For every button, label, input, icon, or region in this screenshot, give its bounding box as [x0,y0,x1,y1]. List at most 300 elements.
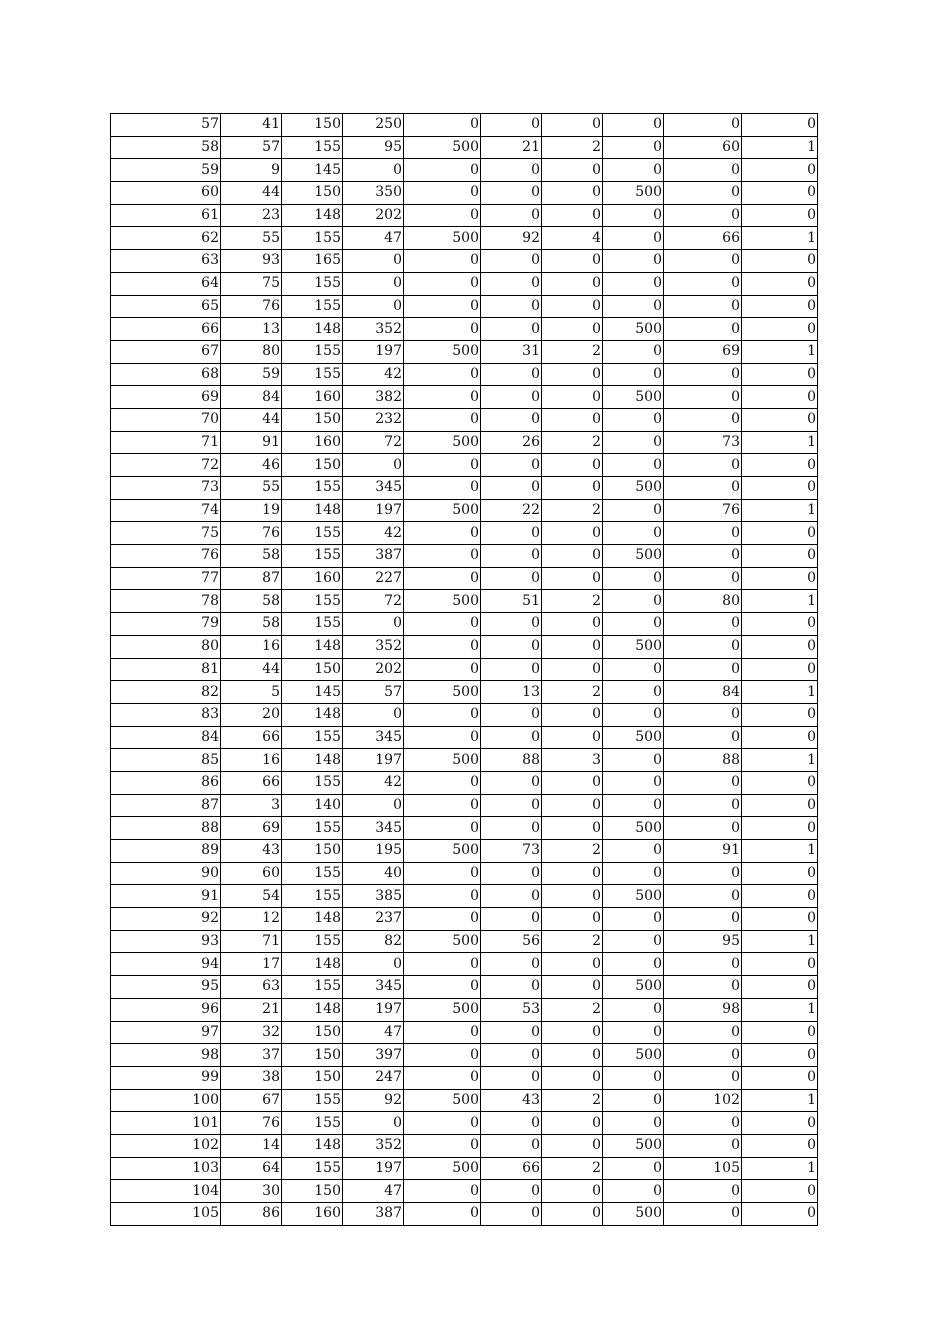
table-cell: 0 [542,976,603,999]
table-cell: 54 [221,885,282,908]
table-cell: 387 [343,1203,404,1226]
table-cell: 0 [481,1021,542,1044]
table-cell: 2 [542,998,603,1021]
table-cell: 2 [542,930,603,953]
table-cell: 197 [343,340,404,363]
table-cell: 155 [282,613,343,636]
table-cell: 500 [603,318,664,341]
table-cell: 59 [221,363,282,386]
table-cell: 0 [404,635,481,658]
table-cell: 0 [542,703,603,726]
table-cell: 0 [481,908,542,931]
table-cell: 0 [664,862,742,885]
table-cell: 140 [282,794,343,817]
table-cell: 500 [404,136,481,159]
table-cell: 0 [404,862,481,885]
table-cell: 77 [111,567,221,590]
table-row [111,250,818,273]
table-cell: 0 [603,408,664,431]
table-cell: 148 [282,499,343,522]
table-cell: 0 [742,794,818,817]
table-cell: 0 [664,885,742,908]
table-row [111,794,818,817]
table-cell: 0 [664,408,742,431]
table-cell: 148 [282,635,343,658]
table-cell: 0 [542,545,603,568]
table-cell: 43 [481,1089,542,1112]
table-cell: 105 [664,1157,742,1180]
table-cell: 345 [343,477,404,500]
table-cell: 155 [282,1112,343,1135]
table-cell: 1 [742,998,818,1021]
table-cell: 1 [742,1157,818,1180]
table-cell: 350 [343,182,404,205]
table-cell: 0 [542,658,603,681]
table-cell: 0 [664,1203,742,1226]
table-cell: 104 [111,1180,221,1203]
table-cell: 86 [221,1203,282,1226]
table-cell: 0 [404,726,481,749]
table-cell: 150 [282,182,343,205]
table-cell: 500 [404,340,481,363]
table-cell: 0 [404,386,481,409]
table-cell: 0 [742,1112,818,1135]
table-cell: 0 [742,386,818,409]
table-cell: 0 [664,976,742,999]
table-cell: 0 [404,408,481,431]
data-table [110,113,818,1226]
table-cell: 0 [404,182,481,205]
table-cell: 1 [742,590,818,613]
table-cell: 63 [111,250,221,273]
table-cell: 247 [343,1066,404,1089]
table-cell: 0 [742,159,818,182]
table-cell: 0 [603,840,664,863]
table-cell: 0 [481,272,542,295]
table-row [111,771,818,794]
table-cell: 42 [343,771,404,794]
table-row [111,930,818,953]
table-row [111,1044,818,1067]
table-cell: 26 [481,431,542,454]
table-cell: 2 [542,431,603,454]
table-cell: 0 [603,114,664,137]
table-cell: 500 [603,885,664,908]
table-cell: 31 [481,340,542,363]
table-row [111,477,818,500]
table-cell: 345 [343,976,404,999]
table-cell: 95 [343,136,404,159]
table-cell: 500 [603,477,664,500]
table-cell: 0 [542,454,603,477]
table-cell: 352 [343,318,404,341]
table-cell: 89 [111,840,221,863]
table-cell: 500 [404,998,481,1021]
table-cell: 0 [664,545,742,568]
table-cell: 66 [481,1157,542,1180]
table-row [111,567,818,590]
table-cell: 55 [221,477,282,500]
table-cell: 66 [221,726,282,749]
table-cell: 500 [603,182,664,205]
table-cell: 0 [742,363,818,386]
table-cell: 500 [603,976,664,999]
table-cell: 0 [742,908,818,931]
table-cell: 148 [282,1134,343,1157]
table-cell: 0 [664,272,742,295]
table-cell: 78 [111,590,221,613]
table-cell: 91 [221,431,282,454]
table-cell: 0 [664,318,742,341]
table-cell: 0 [742,545,818,568]
table-cell: 0 [481,477,542,500]
table-cell: 93 [221,250,282,273]
table-cell: 155 [282,227,343,250]
table-row [111,1157,818,1180]
table-cell: 0 [481,703,542,726]
table-cell: 1 [742,681,818,704]
table-cell: 76 [664,499,742,522]
table-cell: 0 [742,1180,818,1203]
table-cell: 155 [282,885,343,908]
table-cell: 0 [343,250,404,273]
table-cell: 30 [221,1180,282,1203]
table-cell: 100 [111,1089,221,1112]
table-cell: 2 [542,840,603,863]
table-cell: 0 [603,1157,664,1180]
table-cell: 250 [343,114,404,137]
table-cell: 1 [742,340,818,363]
table-cell: 80 [664,590,742,613]
table-row [111,681,818,704]
table-row [111,817,818,840]
table-cell: 56 [481,930,542,953]
table-cell: 0 [742,976,818,999]
table-cell: 67 [221,1089,282,1112]
table-cell: 93 [111,930,221,953]
table-row [111,272,818,295]
table-cell: 0 [481,794,542,817]
table-cell: 0 [542,204,603,227]
table-cell: 0 [542,522,603,545]
table-cell: 150 [282,840,343,863]
table-cell: 0 [343,295,404,318]
table-cell: 155 [282,272,343,295]
table-cell: 150 [282,1066,343,1089]
table-cell: 0 [404,567,481,590]
table-cell: 0 [404,318,481,341]
table-cell: 105 [111,1203,221,1226]
table-cell: 2 [542,590,603,613]
table-cell: 92 [481,227,542,250]
table-row [111,1203,818,1226]
table-cell: 500 [603,1134,664,1157]
table-cell: 0 [603,794,664,817]
table-cell: 95 [111,976,221,999]
table-cell: 1 [742,1089,818,1112]
table-cell: 0 [481,182,542,205]
table-cell: 64 [221,1157,282,1180]
table-cell: 0 [742,522,818,545]
table-cell: 0 [603,862,664,885]
table-cell: 64 [111,272,221,295]
table-cell: 13 [481,681,542,704]
table-cell: 0 [664,250,742,273]
table-cell: 0 [664,1112,742,1135]
table-cell: 0 [542,771,603,794]
table-cell: 155 [282,590,343,613]
table-cell: 0 [664,386,742,409]
table-cell: 73 [111,477,221,500]
spreadsheet-page [110,113,818,1226]
table-cell: 65 [111,295,221,318]
table-cell: 21 [481,136,542,159]
table-row [111,635,818,658]
table-cell: 69 [221,817,282,840]
table-row [111,114,818,137]
table-cell: 160 [282,1203,343,1226]
table-cell: 202 [343,658,404,681]
table-row [111,454,818,477]
table-cell: 91 [664,840,742,863]
table-cell: 0 [542,613,603,636]
table-cell: 0 [742,703,818,726]
table-row [111,998,818,1021]
table-cell: 148 [282,204,343,227]
table-row [111,726,818,749]
table-cell: 197 [343,749,404,772]
table-cell: 0 [742,454,818,477]
table-cell: 0 [542,817,603,840]
table-cell: 155 [282,976,343,999]
table-cell: 0 [404,885,481,908]
table-cell: 0 [343,1112,404,1135]
table-cell: 0 [542,885,603,908]
table-cell: 0 [742,477,818,500]
table-cell: 0 [481,363,542,386]
table-cell: 0 [404,953,481,976]
table-cell: 0 [742,250,818,273]
table-cell: 0 [603,136,664,159]
table-row [111,658,818,681]
table-cell: 0 [542,953,603,976]
table-cell: 0 [404,703,481,726]
table-cell: 0 [742,1044,818,1067]
table-cell: 0 [664,182,742,205]
table-cell: 0 [404,1021,481,1044]
table-cell: 500 [603,817,664,840]
table-cell: 0 [742,295,818,318]
table-row [111,136,818,159]
table-cell: 0 [404,272,481,295]
table-row [111,976,818,999]
table-cell: 58 [221,590,282,613]
table-cell: 90 [111,862,221,885]
table-cell: 0 [603,295,664,318]
table-cell: 71 [111,431,221,454]
table-cell: 0 [404,1112,481,1135]
table-cell: 500 [404,1157,481,1180]
table-cell: 0 [481,114,542,137]
table-row [111,318,818,341]
table-cell: 0 [603,363,664,386]
table-cell: 81 [111,658,221,681]
table-cell: 3 [542,749,603,772]
table-cell: 0 [664,1044,742,1067]
table-cell: 148 [282,953,343,976]
table-row [111,613,818,636]
table-cell: 71 [221,930,282,953]
table-cell: 0 [542,635,603,658]
table-cell: 12 [221,908,282,931]
table-cell: 237 [343,908,404,931]
table-cell: 0 [481,386,542,409]
table-cell: 145 [282,159,343,182]
table-cell: 1 [742,499,818,522]
table-cell: 53 [481,998,542,1021]
table-body [111,114,818,1226]
table-cell: 155 [282,1089,343,1112]
table-cell: 0 [603,1021,664,1044]
table-cell: 352 [343,635,404,658]
table-cell: 0 [742,771,818,794]
table-cell: 0 [404,817,481,840]
table-cell: 37 [221,1044,282,1067]
table-cell: 85 [111,749,221,772]
table-cell: 148 [282,749,343,772]
table-cell: 0 [343,953,404,976]
table-cell: 84 [111,726,221,749]
table-cell: 0 [664,477,742,500]
table-row [111,522,818,545]
table-cell: 0 [603,340,664,363]
table-cell: 46 [221,454,282,477]
table-cell: 58 [111,136,221,159]
table-row [111,1021,818,1044]
table-cell: 0 [481,545,542,568]
table-cell: 0 [742,1066,818,1089]
table-cell: 0 [603,1066,664,1089]
table-cell: 57 [221,136,282,159]
table-cell: 87 [111,794,221,817]
table-cell: 0 [343,794,404,817]
table-cell: 80 [111,635,221,658]
table-cell: 102 [664,1089,742,1112]
table-cell: 0 [542,1203,603,1226]
table-cell: 42 [343,522,404,545]
table-cell: 44 [221,182,282,205]
table-cell: 0 [481,204,542,227]
table-cell: 69 [111,386,221,409]
table-cell: 145 [282,681,343,704]
table-cell: 0 [603,953,664,976]
table-cell: 0 [664,726,742,749]
table-cell: 0 [481,885,542,908]
table-cell: 0 [481,1134,542,1157]
table-cell: 397 [343,1044,404,1067]
table-cell: 0 [542,794,603,817]
table-cell: 0 [481,250,542,273]
table-cell: 82 [343,930,404,953]
table-cell: 16 [221,635,282,658]
table-cell: 0 [542,272,603,295]
table-cell: 2 [542,1157,603,1180]
table-row [111,885,818,908]
table-cell: 102 [111,1134,221,1157]
table-cell: 0 [542,363,603,386]
table-cell: 0 [481,817,542,840]
table-cell: 0 [603,499,664,522]
table-cell: 43 [221,840,282,863]
table-cell: 0 [664,1066,742,1089]
table-cell: 16 [221,749,282,772]
table-cell: 0 [481,613,542,636]
table-cell: 88 [664,749,742,772]
table-cell: 0 [664,794,742,817]
table-cell: 55 [221,227,282,250]
table-row [111,703,818,726]
table-cell: 0 [404,1134,481,1157]
table-cell: 0 [481,1044,542,1067]
table-cell: 155 [282,136,343,159]
table-cell: 83 [111,703,221,726]
table-row [111,590,818,613]
table-cell: 500 [404,431,481,454]
table-cell: 500 [603,545,664,568]
table-cell: 2 [542,136,603,159]
table-cell: 197 [343,998,404,1021]
table-cell: 202 [343,204,404,227]
table-row [111,386,818,409]
table-cell: 0 [542,114,603,137]
table-cell: 0 [343,159,404,182]
table-cell: 22 [481,499,542,522]
table-cell: 58 [221,545,282,568]
table-cell: 0 [542,908,603,931]
table-cell: 68 [111,363,221,386]
table-cell: 70 [111,408,221,431]
table-cell: 500 [603,635,664,658]
table-cell: 75 [221,272,282,295]
table-cell: 73 [481,840,542,863]
table-cell: 44 [221,658,282,681]
table-cell: 76 [221,1112,282,1135]
table-cell: 0 [404,545,481,568]
table-cell: 96 [111,998,221,1021]
table-cell: 0 [742,658,818,681]
table-cell: 0 [481,522,542,545]
table-cell: 150 [282,1021,343,1044]
table-cell: 0 [542,250,603,273]
table-cell: 97 [111,1021,221,1044]
table-cell: 345 [343,817,404,840]
table-row [111,1066,818,1089]
table-row [111,204,818,227]
table-cell: 0 [603,998,664,1021]
table-cell: 0 [742,1203,818,1226]
table-cell: 0 [603,567,664,590]
table-cell: 352 [343,1134,404,1157]
table-cell: 0 [742,862,818,885]
table-cell: 155 [282,522,343,545]
table-cell: 0 [481,1112,542,1135]
table-cell: 150 [282,658,343,681]
table-cell: 42 [343,363,404,386]
table-cell: 88 [111,817,221,840]
table-cell: 60 [664,136,742,159]
table-cell: 0 [664,658,742,681]
table-cell: 69 [664,340,742,363]
